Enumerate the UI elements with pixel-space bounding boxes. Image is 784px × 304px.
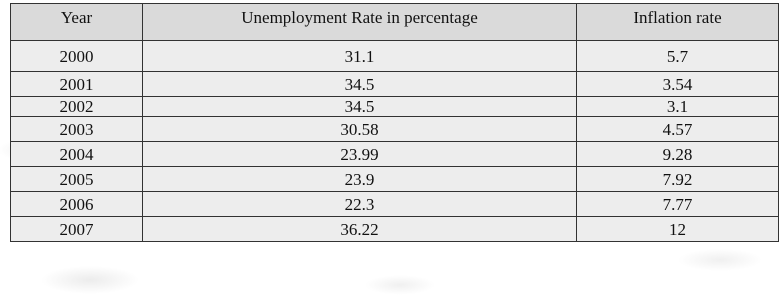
cell-unemployment: 31.1 <box>143 41 577 72</box>
cell-unemployment: 36.22 <box>143 217 577 242</box>
cell-year: 2005 <box>11 167 143 192</box>
table-row <box>11 167 779 192</box>
cell-inflation: 4.57 <box>577 117 779 142</box>
cell-year: 2001 <box>11 72 143 97</box>
cell-year: 2006 <box>11 192 143 217</box>
table-row <box>11 72 779 97</box>
cell-inflation: 7.77 <box>577 192 779 217</box>
table-row <box>11 142 779 167</box>
cell-inflation: 5.7 <box>577 41 779 72</box>
table-row <box>11 117 779 142</box>
cell-unemployment: 34.5 <box>143 72 577 97</box>
header-year: Year <box>11 4 143 41</box>
cell-unemployment: 23.9 <box>143 167 577 192</box>
cell-unemployment: 23.99 <box>143 142 577 167</box>
cell-year: 2003 <box>11 117 143 142</box>
unemployment-inflation-table <box>10 3 779 242</box>
header-inflation-rate: Inflation rate <box>577 4 779 41</box>
cell-unemployment: 34.5 <box>143 97 577 117</box>
cell-year: 2002 <box>11 97 143 117</box>
cell-year: 2000 <box>11 41 143 72</box>
cell-inflation: 3.1 <box>577 97 779 117</box>
table-header-row <box>11 4 779 41</box>
cell-year: 2004 <box>11 142 143 167</box>
table-row <box>11 217 779 242</box>
cell-inflation: 7.92 <box>577 167 779 192</box>
header-unemployment-rate: Unemployment Rate in percentage <box>143 4 577 41</box>
table-row <box>11 192 779 217</box>
table-row <box>11 97 779 117</box>
cell-unemployment: 22.3 <box>143 192 577 217</box>
cell-inflation: 9.28 <box>577 142 779 167</box>
cell-inflation: 12 <box>577 217 779 242</box>
table-row <box>11 41 779 72</box>
cell-year: 2007 <box>11 217 143 242</box>
cell-inflation: 3.54 <box>577 72 779 97</box>
cell-unemployment: 30.58 <box>143 117 577 142</box>
